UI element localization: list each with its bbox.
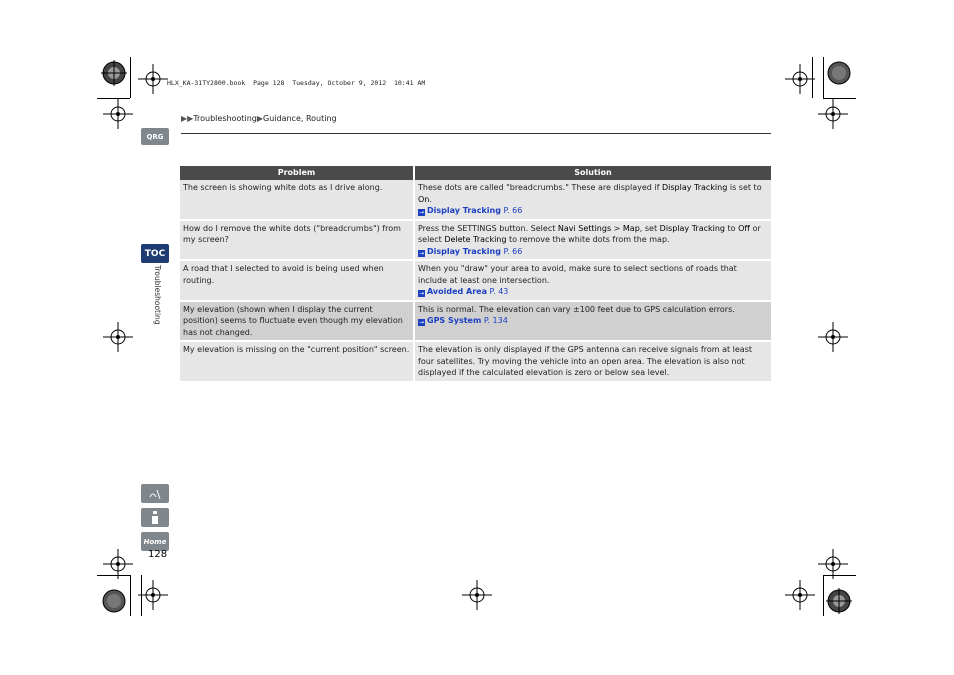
table-row bbox=[180, 341, 771, 381]
crop-mark bbox=[130, 57, 131, 98]
breadcrumb-arrow-icon: ▶▶ bbox=[181, 114, 194, 123]
breadcrumb-item[interactable]: Guidance, Routing bbox=[263, 114, 337, 123]
problem-cell: My elevation is missing on the "current position" screen. bbox=[180, 341, 414, 381]
crosshair-icon bbox=[785, 64, 815, 94]
solution-fragment: to remove the white dots from the map. bbox=[506, 235, 670, 244]
solution-text bbox=[418, 182, 768, 205]
index-button[interactable] bbox=[141, 508, 169, 527]
solution-fragment: > bbox=[611, 223, 623, 233]
section-side-label: Troubleshooting bbox=[153, 265, 162, 325]
reference-label: Avoided Area bbox=[427, 287, 487, 296]
reference-label: Display Tracking bbox=[427, 246, 501, 256]
ui-term: On bbox=[418, 194, 430, 204]
home-button[interactable]: Home bbox=[141, 532, 169, 551]
ui-term: Display Tracking bbox=[659, 223, 725, 233]
cross-reference-link[interactable] bbox=[418, 205, 768, 217]
crosshair-icon bbox=[103, 99, 133, 129]
reference-arrow-icon: → bbox=[418, 209, 425, 216]
crosshair-icon bbox=[818, 549, 848, 579]
solution-fragment: The elevation is only displayed if the GPS antenna can receive signals from at least four satellites. Try moving the vehicle into an open area. The elevation is also not displayed if the calculated elevation is zero or below sea level. bbox=[418, 345, 753, 377]
crop-mark bbox=[130, 575, 131, 616]
registration-target-icon bbox=[101, 588, 127, 614]
solution-fragment: , set bbox=[639, 223, 660, 233]
registration-target-icon bbox=[101, 60, 127, 86]
reference-page: P. 66 bbox=[503, 206, 523, 215]
solution-fragment: This is normal. The elevation can vary ±100 feet due to GPS calculation errors. bbox=[418, 304, 735, 314]
breadcrumb bbox=[181, 114, 337, 123]
solution-cell bbox=[414, 220, 771, 261]
solution-text bbox=[418, 223, 768, 246]
reference-page: P. 43 bbox=[489, 287, 509, 296]
ui-term: Display Tracking bbox=[661, 183, 728, 192]
registration-target-icon bbox=[826, 588, 852, 614]
reference-page: P. 66 bbox=[503, 246, 523, 256]
cross-reference-link[interactable] bbox=[418, 286, 768, 298]
solution-fragment: These dots are called "breadcrumbs." These are displayed if bbox=[418, 183, 662, 192]
solution-fragment: is set to bbox=[727, 183, 762, 192]
info-icon bbox=[150, 511, 160, 525]
table-row bbox=[180, 260, 771, 301]
print-info-line: HLX_KA-31TY2800.book Page 128 Tuesday, October 9, 2012 10:41 AM bbox=[167, 79, 426, 87]
problem-cell: How do I remove the white dots ("breadcrumbs") from my screen? bbox=[180, 220, 414, 261]
solution-cell bbox=[414, 341, 771, 381]
reference-arrow-icon: → bbox=[418, 290, 425, 297]
solution-fragment: . bbox=[429, 194, 432, 204]
ui-term: Off bbox=[738, 223, 750, 233]
table-row bbox=[180, 180, 771, 220]
crosshair-icon bbox=[103, 549, 133, 579]
solution-cell bbox=[414, 260, 771, 301]
breadcrumb-arrow-icon: ▶ bbox=[256, 114, 264, 123]
reference-arrow-icon: → bbox=[418, 319, 425, 326]
problem-cell: My elevation (shown when I display the current position) seems to fluctuate even though my elevation has not changed. bbox=[180, 301, 414, 342]
solution-text bbox=[418, 263, 768, 286]
qrg-button[interactable]: QRG bbox=[141, 128, 169, 145]
crosshair-icon bbox=[818, 99, 848, 129]
solution-fragment: to bbox=[725, 223, 739, 233]
crosshair-icon bbox=[818, 322, 848, 352]
ui-term: Delete Tracking bbox=[444, 235, 507, 244]
problem-cell: A road that I selected to avoid is being used when routing. bbox=[180, 260, 414, 301]
crosshair-icon bbox=[103, 322, 133, 352]
solution-cell bbox=[414, 301, 771, 342]
crosshair-icon bbox=[785, 580, 815, 610]
solution-text bbox=[418, 344, 768, 379]
reference-arrow-icon: → bbox=[418, 249, 425, 257]
crop-mark bbox=[823, 57, 824, 98]
problem-cell: The screen is showing white dots as I drive along. bbox=[180, 180, 414, 220]
toc-button[interactable]: TOC bbox=[141, 244, 169, 263]
solution-fragment: When you "draw" your area to avoid, make sure to select sections of roads that include at least one intersection. bbox=[418, 264, 737, 285]
solution-text bbox=[418, 304, 768, 316]
table-row bbox=[180, 301, 771, 342]
reference-label: GPS System bbox=[427, 316, 482, 325]
table-header-solution: Solution bbox=[414, 166, 771, 180]
crop-mark bbox=[823, 575, 824, 616]
cross-reference-link[interactable] bbox=[418, 246, 768, 258]
table-header-problem: Problem bbox=[180, 166, 414, 180]
registration-target-icon bbox=[826, 60, 852, 86]
breadcrumb-item[interactable]: Troubleshooting bbox=[193, 114, 257, 123]
ui-term: Map bbox=[622, 223, 640, 233]
solution-cell bbox=[414, 180, 771, 220]
page-number: 128 bbox=[148, 549, 168, 560]
table-row bbox=[180, 220, 771, 261]
voice-command-icon bbox=[148, 488, 162, 500]
reference-page: P. 134 bbox=[483, 316, 508, 325]
solution-fragment: or select bbox=[418, 223, 761, 244]
header-rule bbox=[181, 133, 771, 134]
troubleshooting-table bbox=[180, 166, 771, 381]
solution-fragment: Press the SETTINGS button. Select bbox=[418, 223, 558, 233]
ui-term: Navi Settings bbox=[557, 223, 612, 233]
crosshair-icon bbox=[138, 64, 168, 94]
voice-command-button[interactable] bbox=[141, 484, 169, 503]
reference-label: Display Tracking bbox=[427, 206, 501, 215]
crosshair-icon bbox=[462, 580, 492, 610]
crosshair-icon bbox=[138, 580, 168, 610]
cross-reference-link[interactable] bbox=[418, 315, 768, 327]
